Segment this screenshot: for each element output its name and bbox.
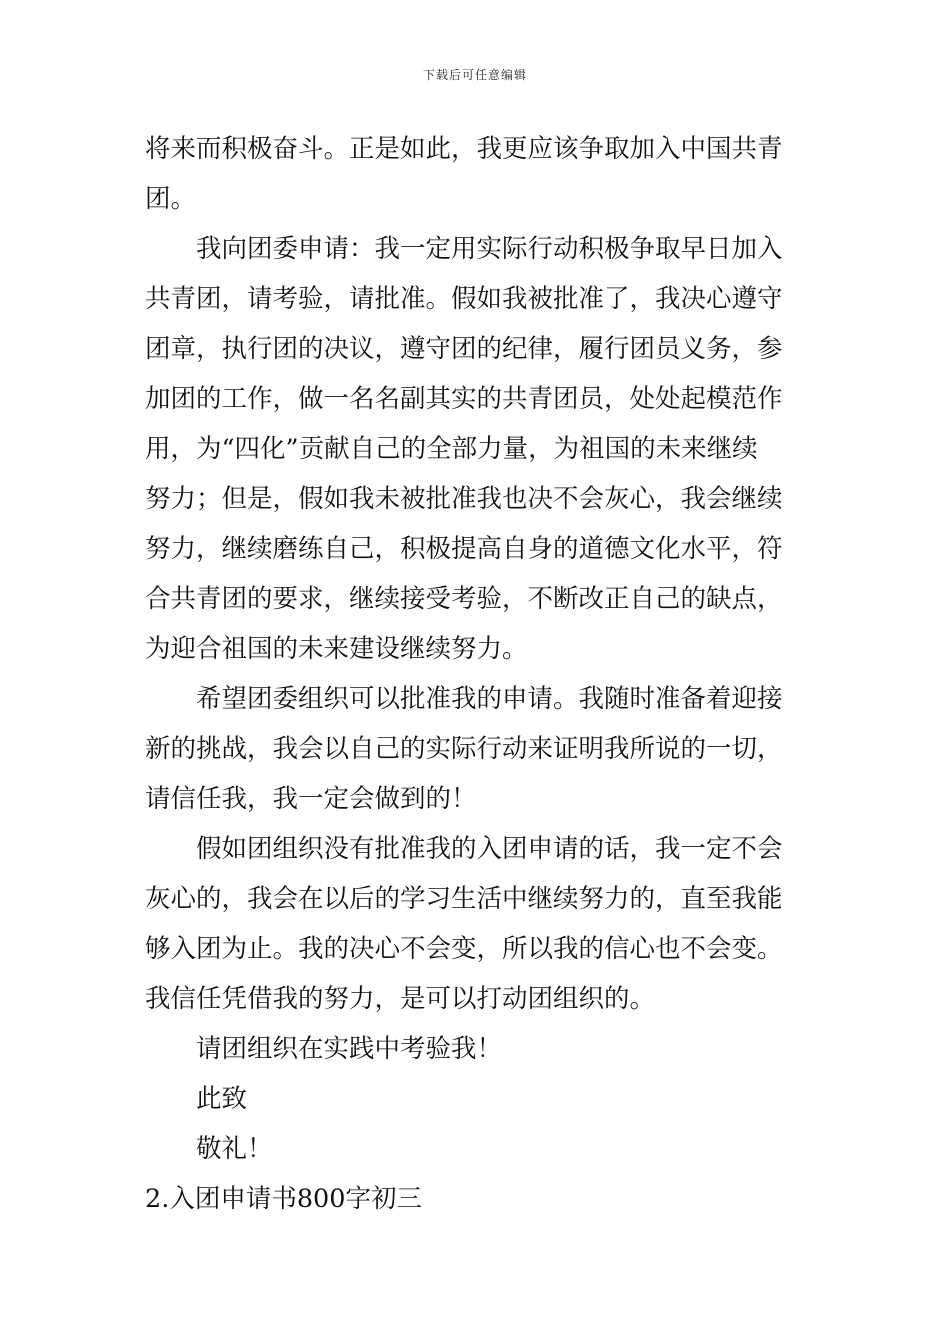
text-line: 团。 <box>145 184 197 214</box>
text-line: 新的挑战，我会以自己的实际行动来证明我所说的一切， <box>145 734 783 764</box>
paragraph-2 <box>145 224 810 674</box>
text-line: 为迎合祖国的未来建设继续努力。 <box>145 634 528 664</box>
text-line: 共青团，请考验，请批准。假如我被批准了，我决心遵守 <box>145 284 783 314</box>
text-line: 够入团为止。我的决心不会变，所以我的信心也不会变。 <box>145 934 783 964</box>
closing-salutation <box>145 1074 810 1124</box>
text-line: 我向团委申请：我一定用实际行动积极争取早日加入 <box>196 234 783 264</box>
text-line: 希望团委组织可以批准我的申请。我随时准备着迎接 <box>196 684 783 714</box>
text-line: 努力；但是，假如我未被批准我也决不会灰心，我会继续 <box>145 484 783 514</box>
text-line: 加团的工作，做一名名副其实的共青团员，处处起模范作 <box>145 384 783 414</box>
closing-request <box>145 1024 810 1074</box>
page-header-note: 下载后可任意编辑 <box>422 68 527 82</box>
text-line: 团章，执行团的决议，遵守团的纪律，履行团员义务，参 <box>145 334 783 364</box>
closing-regards <box>145 1124 810 1174</box>
document-body <box>145 124 810 1224</box>
text-line: 敬礼！ <box>196 1134 273 1164</box>
text-line: 努力，继续磨练自己，积极提高自身的道德文化水平，符 <box>145 534 783 564</box>
paragraph-1 <box>145 124 810 224</box>
text-line: 请信任我，我一定会做到的！ <box>145 784 477 814</box>
text-line: 我信任凭借我的努力，是可以打动团组织的。 <box>145 984 656 1014</box>
paragraph-3 <box>145 674 810 824</box>
text-line: 此致 <box>196 1084 248 1114</box>
text-line: 合共青团的要求，继续接受考验，不断改正自己的缺点， <box>145 584 783 614</box>
text-line: 灰心的，我会在以后的学习生活中继续努力的，直至我能 <box>145 884 783 914</box>
text-line: 请团组织在实践中考验我！ <box>196 1034 503 1064</box>
text-line: 将来而积极奋斗。正是如此，我更应该争取加入中国共青 <box>145 134 783 164</box>
text-line: 用，为“四化”贡献自己的全部力量，为祖国的未来继续 <box>145 434 758 464</box>
paragraph-4 <box>145 824 810 1024</box>
section-heading: 2.入团申请书800字初三 <box>145 1184 423 1214</box>
text-line: 假如团组织没有批准我的入团申请的话，我一定不会 <box>196 834 783 864</box>
